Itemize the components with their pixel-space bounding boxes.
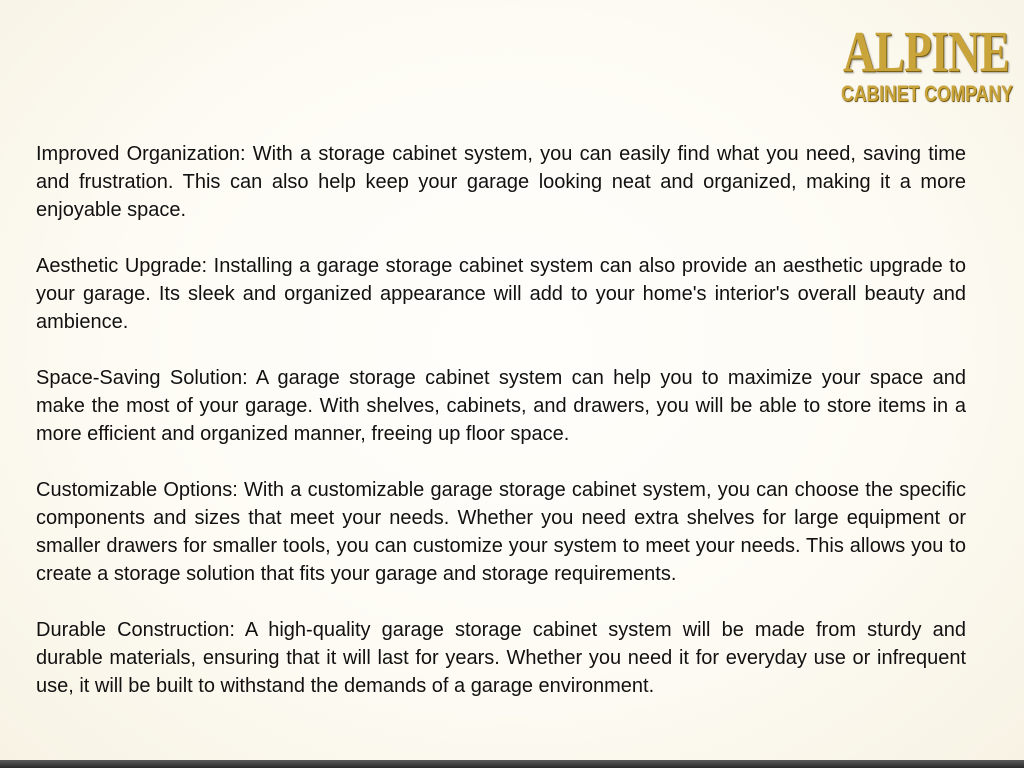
logo-wordmark: ALPINE	[842, 19, 1010, 84]
bottom-divider	[0, 760, 1024, 768]
logo-tagline: CABINET COMPANY	[841, 81, 1013, 106]
paragraph-customizable-options: Customizable Options: With a customizable garage storage cabinet system, you can choose the specific components and sizes that meet your needs. Whether you need extra shelves for large equipment or smaller drawers for smaller tools, you can customize your system to meet your needs. This allows you to create a storage solution that fits your garage and storage requirements.	[36, 479, 966, 585]
paragraph-durable-construction: Durable Construction: A high-quality garage storage cabinet system will be made from sturdy and durable materials, ensuring that it will last for years. Whether you need it for everyday use or infrequent use, it will be built to withstand the demands of a garage environment.	[36, 619, 966, 697]
paragraph-space-saving-solution: Space-Saving Solution: A garage storage cabinet system can help you to maximize your space and make the most of your garage. With shelves, cabinets, and drawers, you will be able to store items in a more efficient and organized manner, freeing up floor space.	[36, 367, 966, 445]
company-logo	[822, 19, 1013, 106]
paragraph-improved-organization: Improved Organization: With a storage cabinet system, you can easily find what you need, saving time and frustration. This can also help keep your garage looking neat and organized, making it a more enjoyable space.	[36, 143, 966, 221]
slide-body	[36, 140, 966, 728]
paragraph-aesthetic-upgrade: Aesthetic Upgrade: Installing a garage storage cabinet system can also provide an aesthetic upgrade to your garage. Its sleek and organized appearance will add to your home's interior's overall beauty and ambience.	[36, 255, 966, 333]
